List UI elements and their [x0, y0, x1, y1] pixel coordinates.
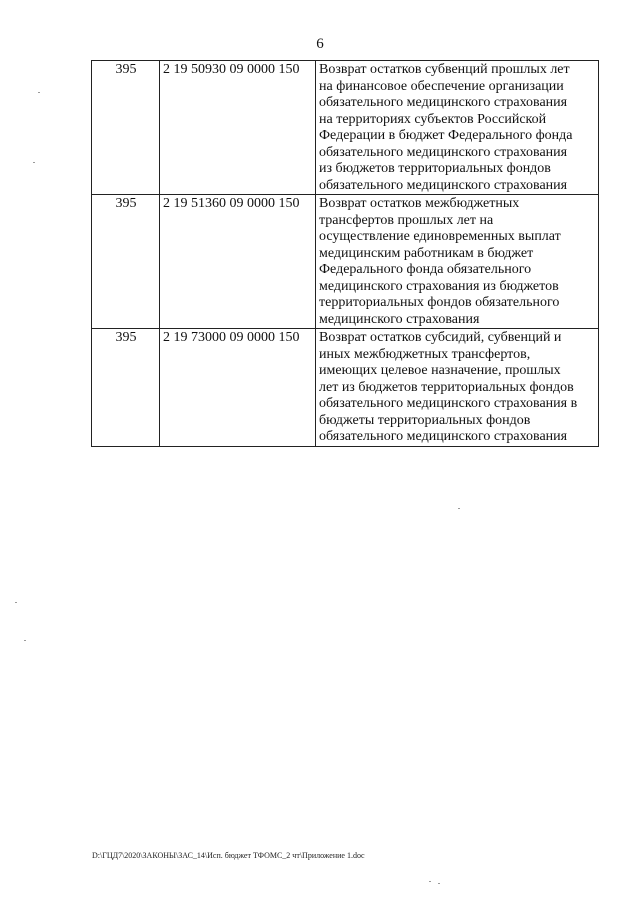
table-row: [92, 329, 599, 447]
revenue-name-line: обязательного медицинского страхования: [319, 177, 568, 193]
budget-code-cell: 2 19 73000 09 0000 150: [160, 329, 316, 447]
revenue-name-line: медицинского страхования: [319, 311, 480, 327]
revenue-name-line: Возврат остатков субсидий, субвенций и: [319, 330, 562, 345]
admin-code-cell: 395: [92, 61, 160, 195]
scan-speck: [438, 883, 440, 884]
revenue-name-line: трансфертов прошлых лет на: [319, 212, 494, 228]
budget-code-cell: 2 19 50930 09 0000 150: [160, 61, 316, 195]
revenue-name-line: Возврат остатков межбюджетных: [319, 196, 520, 211]
revenue-name-line: из бюджетов территориальных фондов: [319, 161, 551, 176]
budget-revenue-table: [91, 60, 599, 447]
admin-code-cell: 395: [92, 329, 160, 447]
revenue-name-line: осуществление единовременных выплат: [319, 229, 561, 244]
revenue-name-line: Федерального фонда обязательного: [319, 262, 532, 277]
budget-code-cell: 2 19 51360 09 0000 150: [160, 195, 316, 329]
scan-speck: [38, 92, 40, 93]
revenue-name-line: имеющих целевое назначение, прошлых: [319, 363, 561, 378]
revenue-name-line: территориальных фондов обязательного: [319, 295, 560, 310]
revenue-name-line: на территориях субъектов Российской: [319, 111, 547, 127]
scan-speck: [33, 162, 35, 163]
revenue-name-line: иных межбюджетных трансфертов,: [319, 346, 531, 362]
revenue-name-line: на финансовое обеспечение организации: [319, 78, 564, 94]
revenue-name-line: Федерации в бюджет Федерального фонда: [319, 128, 573, 143]
revenue-name-line: обязательного медицинского страхования в: [319, 396, 578, 411]
revenue-name-line: Возврат остатков субвенций прошлых лет: [319, 62, 570, 77]
scan-speck: [15, 602, 17, 603]
revenue-name-line: обязательного медицинского страхования: [319, 95, 568, 110]
table-row: [92, 61, 599, 195]
revenue-name-line: медицинского страхования из бюджетов: [319, 278, 559, 294]
revenue-name-cell: [316, 195, 599, 329]
scan-speck: [24, 640, 26, 641]
revenue-name-line: медицинским работникам в бюджет: [319, 245, 534, 261]
footer-file-path: D:\ГЦД7\2020\ЗАКОНЫ\ЗАС_14\Исп. бюджет ТФОМС_2 чт\Приложение 1.doc: [92, 851, 365, 860]
scan-speck: [458, 508, 460, 509]
revenue-name-cell: [316, 329, 599, 447]
revenue-name-line: лет из бюджетов территориальных фондов: [319, 379, 574, 395]
admin-code-cell: 395: [92, 195, 160, 329]
page-number: 6: [316, 36, 324, 52]
revenue-name-line: обязательного медицинского страхования: [319, 144, 568, 160]
revenue-name-cell: [316, 61, 599, 195]
table-row: [92, 195, 599, 329]
revenue-name-line: бюджеты территориальных фондов: [319, 412, 531, 428]
revenue-name-line: обязательного медицинского страхования: [319, 429, 568, 444]
scan-speck: [429, 881, 431, 882]
